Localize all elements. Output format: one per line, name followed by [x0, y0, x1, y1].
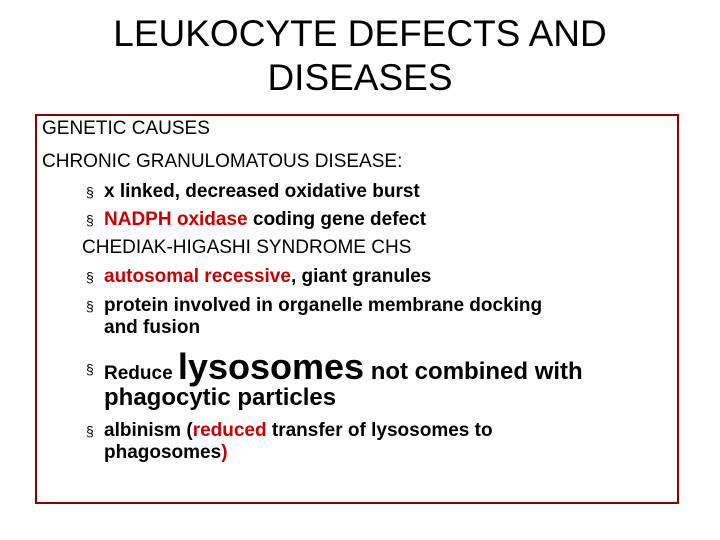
bullet-cgd-1: x linked, decreased oxidative burst: [104, 181, 420, 202]
bullet-text: , giant granules: [290, 266, 432, 287]
heading-cgd: CHRONIC GRANULOMATOUS DISEASE:: [42, 151, 403, 172]
bullet-text: not combined with: [364, 358, 583, 385]
bullet-text: Reduce: [104, 363, 178, 384]
emphasis-text: lysosomes: [177, 346, 365, 387]
bullet-marker: §: [86, 184, 94, 200]
bullet-chs-1: [104, 266, 431, 288]
heading-genetic-causes: GENETIC CAUSES: [42, 118, 210, 139]
bullet-chs-2-line2: and fusion: [104, 317, 201, 338]
heading-chs: CHEDIAK-HIGASHI SYNDROME CHS: [82, 237, 412, 258]
bullet-text: albinism (: [104, 420, 193, 441]
bullet-chs-4-line2: [104, 442, 228, 464]
bullet-chs-2-line1: protein involved in organelle membrane docking: [104, 295, 543, 316]
bullet-chs-4-line1: [104, 420, 493, 442]
bullet-marker: §: [86, 361, 94, 377]
title-line-1: LEUKOCYTE DEFECTS AND: [113, 13, 607, 54]
bullet-chs-3-line2: phagocytic particles: [104, 384, 337, 411]
highlight-text: autosomal recessive: [104, 266, 291, 287]
bullet-marker: §: [86, 298, 94, 314]
bullet-marker: §: [86, 269, 94, 285]
bullet-marker: §: [86, 423, 94, 439]
bullet-text: coding gene defect: [247, 209, 427, 230]
title-line-2: DISEASES: [267, 57, 453, 98]
bullet-text: phagosomes: [104, 442, 222, 463]
slide-title: [60, 12, 660, 100]
bullet-cgd-2: [104, 209, 426, 231]
highlight-text: NADPH oxidase: [104, 209, 248, 230]
highlight-text: reduced: [192, 420, 267, 441]
bullet-marker: §: [86, 212, 94, 228]
highlight-text: ): [221, 442, 228, 463]
bullet-text: transfer of lysosomes to: [266, 420, 493, 441]
